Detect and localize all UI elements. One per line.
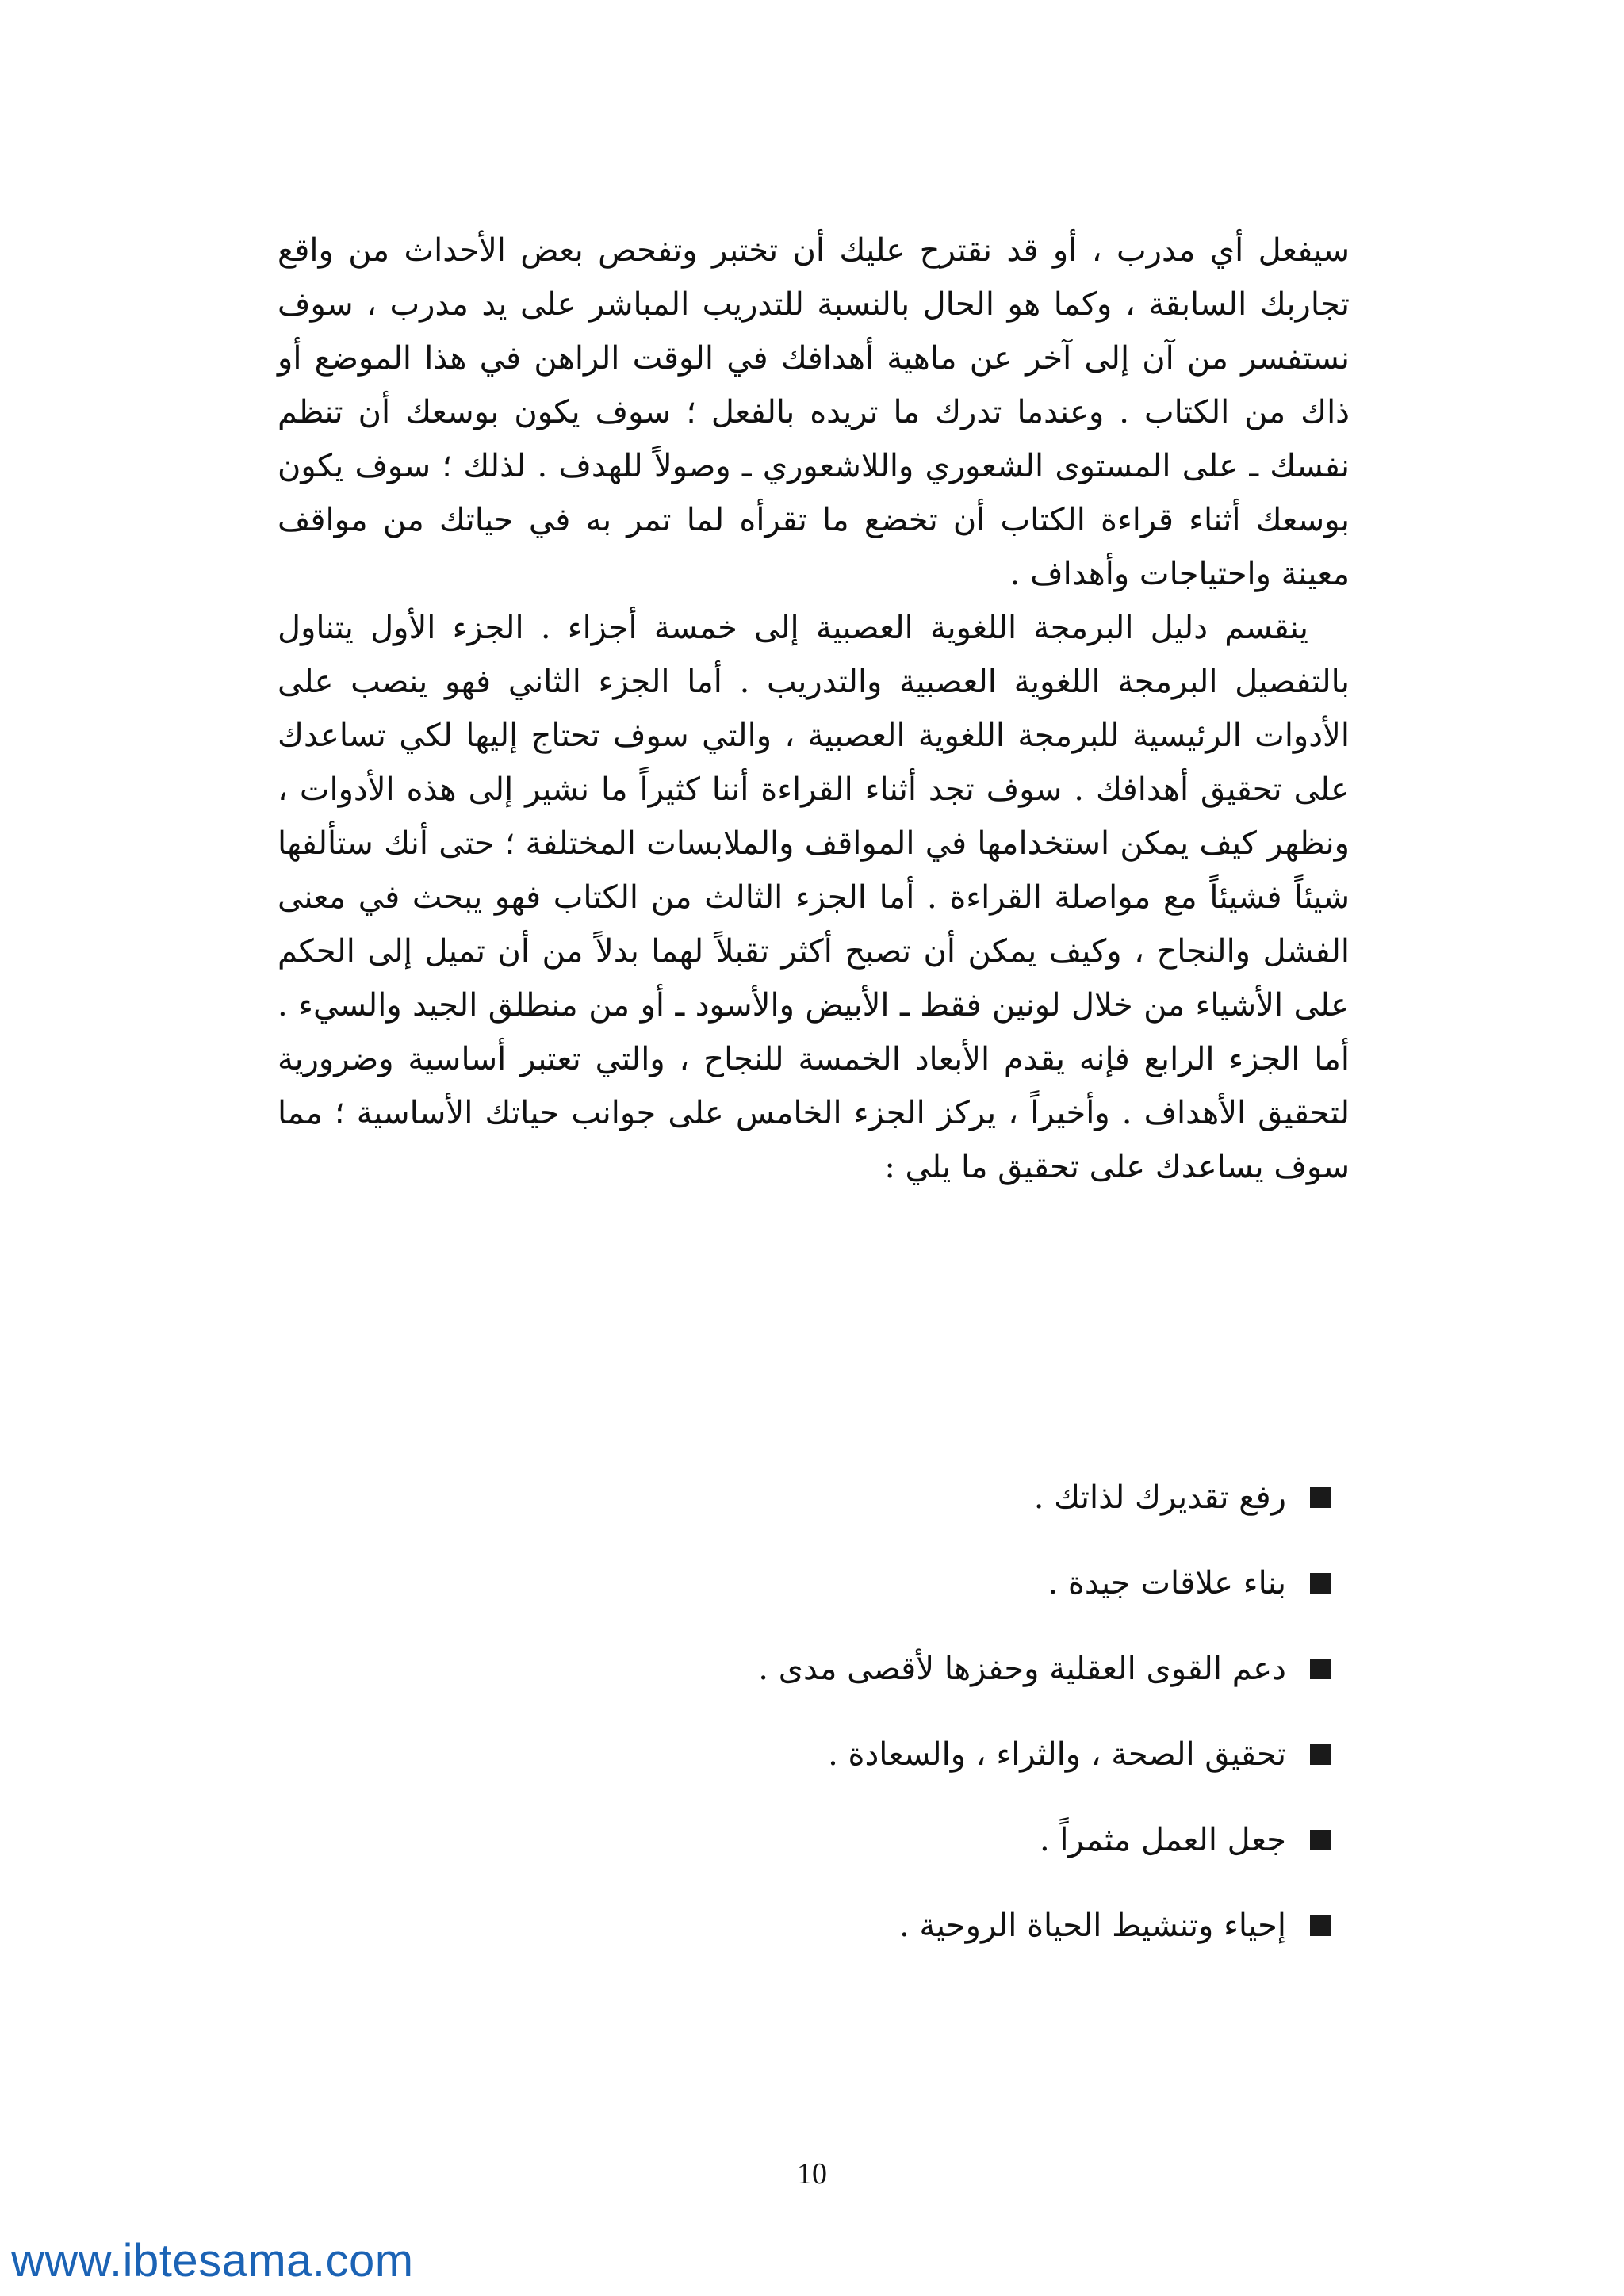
list-item bbox=[278, 1712, 1350, 1797]
black-square-bullet-icon bbox=[1310, 1830, 1331, 1850]
goal-text: جعل العمل مثمراً . bbox=[1040, 1822, 1286, 1858]
watermark-link[interactable]: www.ibtesama.com bbox=[11, 2235, 414, 2286]
list-item bbox=[278, 1626, 1350, 1712]
goals-list bbox=[278, 1455, 1350, 1969]
list-item bbox=[278, 1540, 1350, 1626]
list-item bbox=[278, 1883, 1350, 1969]
black-square-bullet-icon bbox=[1310, 1915, 1331, 1936]
black-square-bullet-icon bbox=[1310, 1487, 1331, 1508]
list-item bbox=[278, 1797, 1350, 1883]
goal-text: تحقيق الصحة ، والثراء ، والسعادة . bbox=[828, 1736, 1286, 1773]
goal-text: رفع تقديرك لذاتك . bbox=[1033, 1479, 1286, 1516]
paragraph-coaching-goals: سيفعل أي مدرب ، أو قد نقترح عليك أن تختبر وتفحص بعض الأحداث من واقع تجاربك السابقة ، وكما هو الحال بالنسبة للتدريب المباشر على يد مدرب ، سوف نستفسر من آن إلى آخر عن ماهية أهدافك في الوقت الراهن في هذا الموضع أو ذاك من الكتاب . وعندما تدرك ما تريده بالفعل ؛ سوف يكون بوسعك أن تنظم نفسك ـ على المستوى الشعوري واللاشعوري ـ وصولاً للهدف . لذلك ؛ سوف يكون بوسعك أثناء قراءة الكتاب أن تخضع ما تقرأه لما تمر به في حياتك من مواقف معينة واحتياجات وأهداف . bbox=[278, 232, 1350, 592]
body-text bbox=[278, 224, 1350, 1194]
black-square-bullet-icon bbox=[1310, 1659, 1331, 1679]
goal-text: بناء علاقات جيدة . bbox=[1048, 1565, 1286, 1601]
paragraph-book-structure: ينقسم دليل البرمجة اللغوية العصبية إلى خمسة أجزاء . الجزء الأول يتناول بالتفصيل البرمجة اللغوية العصبية والتدريب . أما الجزء الثاني فهو ينصب على الأدوات الرئيسية للبرمجة اللغوية العصبية ، والتي سوف تحتاج إليها لكي تساعدك على تحقيق أهدافك . سوف تجد أثناء القراءة أننا كثيراً ما نشير إلى هذه الأدوات ، ونظهر كيف يمكن استخدامها في المواقف والملابسات المختلفة ؛ حتى أنك ستألفها شيئاً فشيئاً مع مواصلة القراءة . أما الجزء الثالث من الكتاب فهو يبحث في معنى الفشل والنجاح ، وكيف يمكن أن تصبح أكثر تقبلاً لهما بدلاً من أن تميل إلى الحكم على الأشياء من خلال لونين فقط ـ الأبيض والأسود ـ أو من منطلق الجيد والسيء . أما الجزء الرابع فإنه يقدم الأبعاد الخمسة للنجاح ، والتي تعتبر أساسية وضرورية لتحقيق الأهداف . وأخيراً ، يركز الجزء الخامس على جوانب حياتك الأساسية ؛ مما سوف يساعدك على تحقيق ما يلي : bbox=[278, 610, 1350, 1185]
goal-text: إحياء وتنشيط الحياة الروحية . bbox=[899, 1908, 1286, 1944]
black-square-bullet-icon bbox=[1310, 1744, 1331, 1765]
page-number: 10 bbox=[797, 2157, 827, 2191]
goal-text: دعم القوى العقلية وحفزها لأقصى مدى . bbox=[758, 1651, 1286, 1687]
black-square-bullet-icon bbox=[1310, 1573, 1331, 1594]
list-item bbox=[278, 1455, 1350, 1540]
